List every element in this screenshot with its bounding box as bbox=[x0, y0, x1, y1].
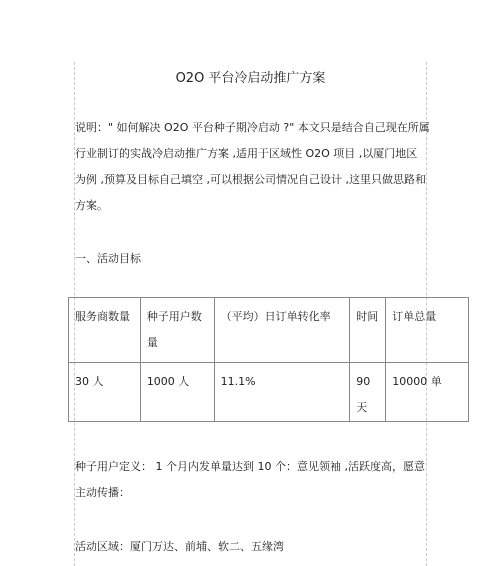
table-header-row bbox=[69, 298, 469, 363]
table-cell: 11.1% bbox=[214, 363, 350, 422]
table-cell: 1000 人 bbox=[140, 363, 214, 422]
table-header-cell: 服务商数量 bbox=[69, 298, 141, 363]
goals-table bbox=[68, 297, 469, 422]
table-cell: 30 人 bbox=[69, 363, 141, 422]
table-header-cell: 种子用户数量 bbox=[140, 298, 214, 363]
intro-line: 说明：" 如何解决 O2O 平台种子期冷启动 ?" 本文只是结合自己现在所属 bbox=[75, 121, 430, 134]
table-header-cell: （平均）日订单转化率 bbox=[214, 298, 350, 363]
seed-user-line: 主动传播： bbox=[75, 486, 130, 499]
seed-user-line: 种子用户定义： 1 个月内发单量达到 10 个：意见领袖 ,活跃度高，愿意 bbox=[75, 460, 425, 473]
table-header-cell: 时间 bbox=[350, 298, 386, 363]
intro-paragraph bbox=[75, 115, 430, 219]
activity-area-line: 活动区域：厦门万达、前埔、软二、五缘湾 bbox=[75, 540, 284, 553]
section-heading-activity-goals: 一、活动目标 bbox=[75, 252, 141, 265]
intro-line: 行业制订的实战冷启动推广方案 ,适用于区域性 O2O 项目 ,以厦门地区 bbox=[75, 147, 418, 160]
table-cell: 10000 单 bbox=[386, 363, 469, 422]
activity-area bbox=[75, 534, 427, 560]
table-row bbox=[69, 363, 469, 422]
seed-user-definition bbox=[75, 454, 427, 506]
intro-line: 为例 ,预算及目标自己填空 ,可以根据公司情况自己设计 ,这里只做思路和 bbox=[75, 173, 426, 186]
intro-line: 方案。 bbox=[75, 199, 108, 212]
table-cell: 90 天 bbox=[350, 363, 386, 422]
document-title: O2O 平台冷启动推广方案 bbox=[175, 71, 326, 86]
table-header-cell: 订单总量 bbox=[386, 298, 469, 363]
